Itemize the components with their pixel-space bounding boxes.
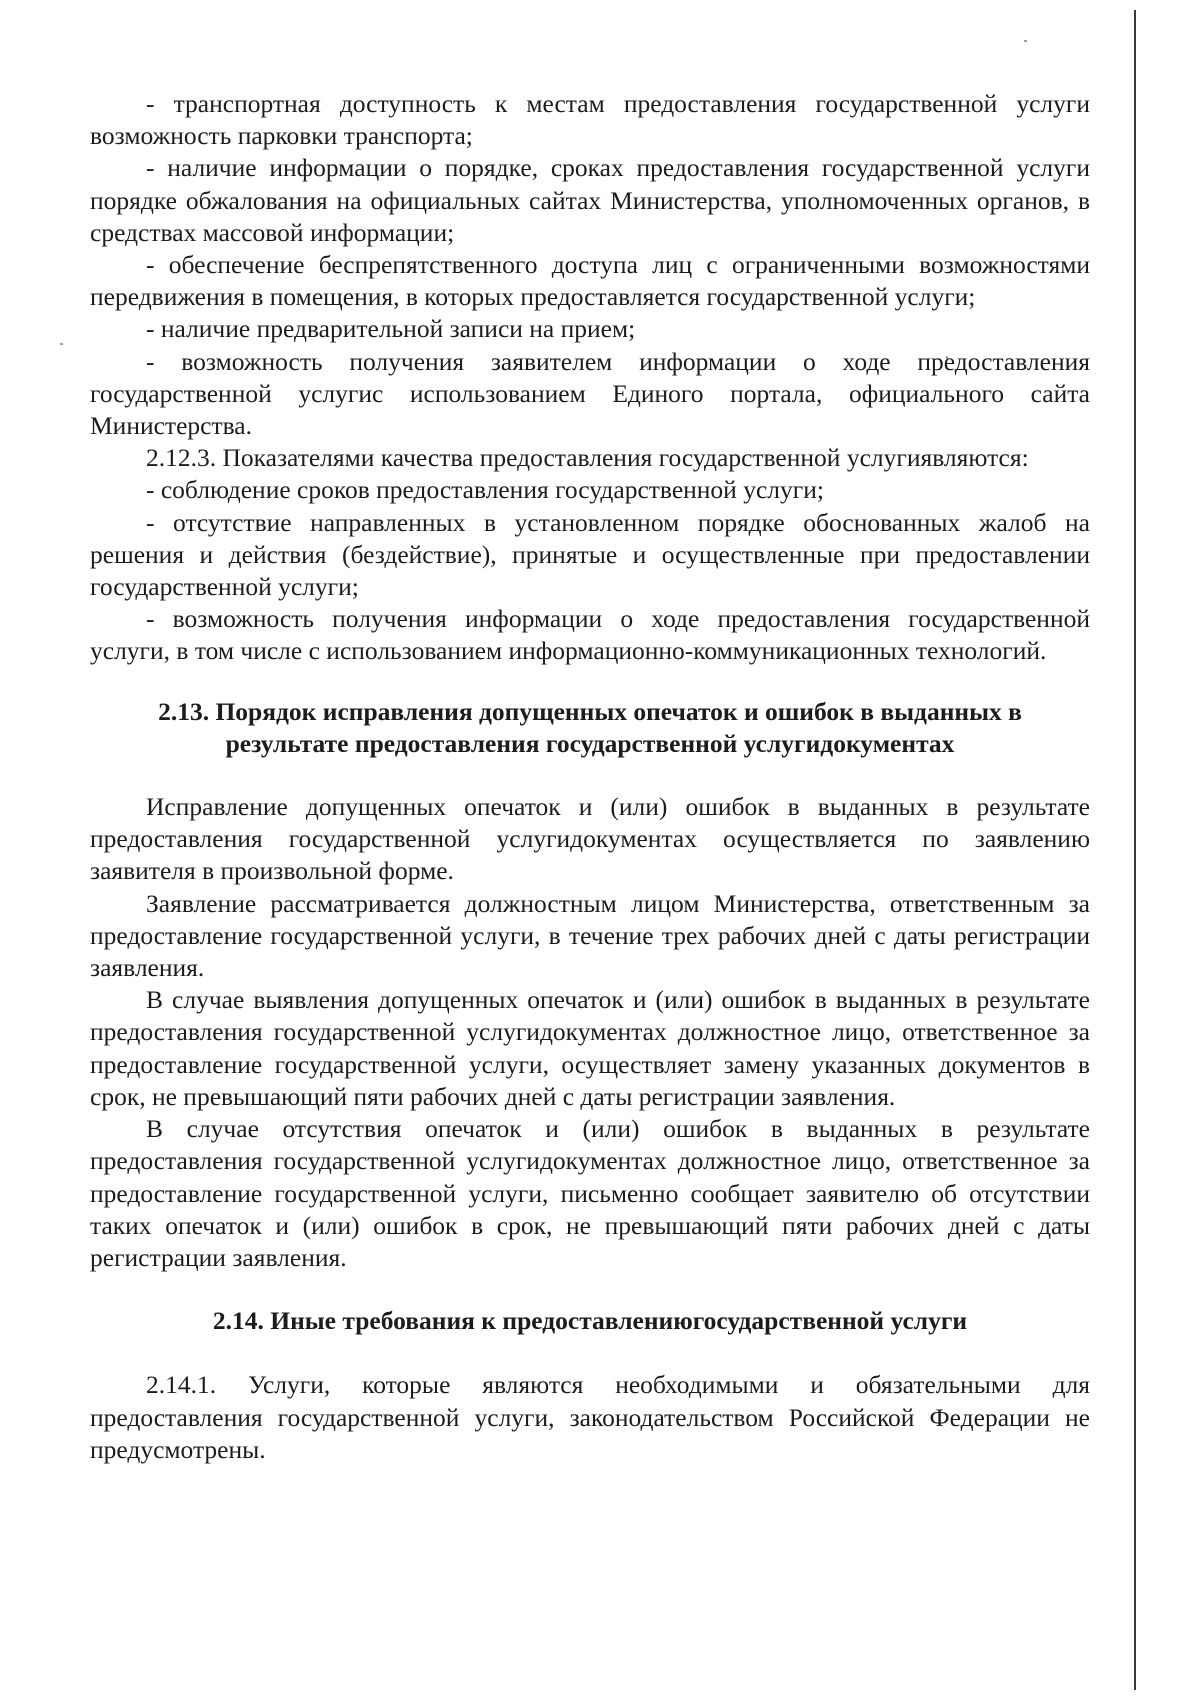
document-page	[90, 88, 1090, 1466]
section-heading-2-14: 2.14. Иные требования к предоставлениюгосударственной услуги	[212, 1306, 968, 1336]
paragraph: - транспортная доступность к местам предоставления государственной услуги возможность парковки транспорта;	[90, 89, 1090, 151]
paragraph: В случае отсутствия опечаток и (или) ошибок в выданных в результате предоставления государственной услугидокументах должностное лицо, ответственное за предоставление государственной услуги, письменно сообщает заявителю об отсутствии таких опечаток и (или) ошибок в срок, не превышающий пяти рабочих дней с даты регистрации заявления.	[90, 1114, 1090, 1272]
section-heading-2-13: 2.13. Порядок исправления допущенных опечаток и ошибок в выданных в результате предоставления государственной услугидокументах	[158, 696, 1022, 758]
scan-speck	[60, 343, 63, 345]
clause-2-12-3: 2.12.3. Показателями качества предоставления государственной услугиявляются:	[146, 443, 1029, 473]
clause-2-14-1: 2.14.1. Услуги, которые являются необходимыми и обязательными для предоставления государственной услуги, законодательством Российской Федерации не предусмотрены.	[90, 1370, 1090, 1464]
paragraph: - обеспечение беспрепятственного доступа лиц с ограниченными возможностями передвижения в помещения, в которых предоставляется государственной услуги;	[90, 250, 1090, 312]
paragraph: - наличие информации о порядке, сроках предоставления государственной услуги порядке обжалования на официальных сайтах Министерства, уполномоченных органов, в средствах массовой информации;	[90, 153, 1090, 247]
paragraph: - возможность получения информации о ходе предоставления государственной услуги, в том числе с использованием информационно-коммуникационных технологий.	[90, 604, 1090, 666]
paragraph: - возможность получения заявителем информации о ходе предоставления государственной услугис использованием Единого портала, официального сайта Министерства.	[90, 346, 1090, 441]
paragraph: Исправление допущенных опечаток и (или) ошибок в выданных в результате предоставления государственной услугидокументах осуществляется по заявлению заявителя в произвольной форме.	[90, 792, 1090, 886]
scan-edge-line	[1134, 10, 1136, 1690]
scan-speck	[1024, 40, 1027, 42]
paragraph: В случае выявления допущенных опечаток и (или) ошибок в выданных в результате предоставления государственной услугидокументах должностное лицо, ответственное за предоставление государственной услуги, осуществляет замену указанных документов в срок, не превышающий пяти рабочих дней с даты регистрации заявления.	[90, 985, 1090, 1111]
paragraph: - отсутствие направленных в установленном порядке обоснованных жалоб на решения и действия (бездействие), принятые и осуществленные при предоставлении государственной услуги;	[90, 507, 1090, 602]
paragraph: Заявление рассматривается должностным лицом Министерства, ответственным за предоставление государственной услуги, в течение трех рабочих дней с даты регистрации заявления.	[90, 888, 1090, 983]
paragraph: - наличие предварительной записи на прием;	[146, 314, 636, 344]
paragraph: - соблюдение сроков предоставления государственной услуги;	[146, 475, 824, 505]
